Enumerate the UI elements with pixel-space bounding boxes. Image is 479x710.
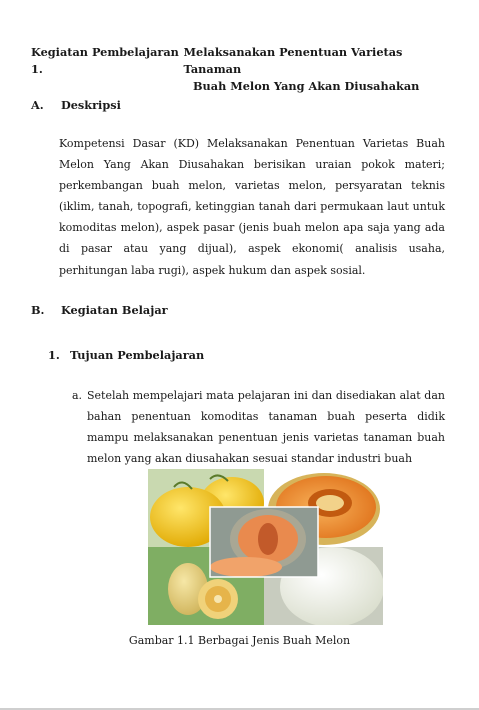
list-item <box>72 385 445 469</box>
subsection-number: 1. <box>48 348 60 362</box>
section-a-number: A. <box>31 98 44 112</box>
title-lesson-label: Kegiatan Pembelajaran 1. <box>31 45 179 76</box>
cantaloupe-photo <box>210 507 318 577</box>
section-a-heading <box>31 98 121 112</box>
page-title <box>31 44 445 95</box>
list-item-marker: a. <box>72 389 83 402</box>
list-item-text: Setelah mempelajari mata pelajaran ini dan disediakan alat dan bahan penentuan komoditas tanaman buah peserta didik mampu melaksanakan penentuan jenis varietas tanaman buah melon yang akan diusahakan sesuai standar industri buah <box>87 389 445 466</box>
subsection-heading <box>48 348 204 362</box>
section-b-number: B. <box>31 303 45 317</box>
subsection-title: Tujuan Pembelajaran <box>69 348 205 362</box>
section-b-heading <box>31 303 168 317</box>
melon-collage-image <box>148 469 383 625</box>
section-a-title: Deskripsi <box>60 98 121 112</box>
section-b-title: Kegiatan Belajar <box>60 303 168 317</box>
title-topic-line2: Buah Melon Yang Akan Diusahakan <box>193 79 420 93</box>
description-paragraph: Kompetensi Dasar (KD) Melaksanakan Penentuan Varietas Buah Melon Yang Akan Diusahakan berisikan uraian pokok materi; perkembangan buah melon, varietas melon, persyaratan teknis (iklim, tanah, topografi, ketinggian tanah dari permukaan laut untuk komoditas melon), aspek pasar (jenis buah melon apa saja yang ada di pasar atau yang dijual), aspek ekonomi( analisis usaha, perhitungan laba rugi), aspek hukum dan aspek sosial. <box>59 137 445 277</box>
title-topic-line1: Melaksanakan Penentuan Varietas Tanaman <box>183 45 403 76</box>
melon-collage-drawing <box>148 469 383 625</box>
figure-caption: Gambar 1.1 Berbagai Jenis Buah Melon <box>128 634 351 647</box>
